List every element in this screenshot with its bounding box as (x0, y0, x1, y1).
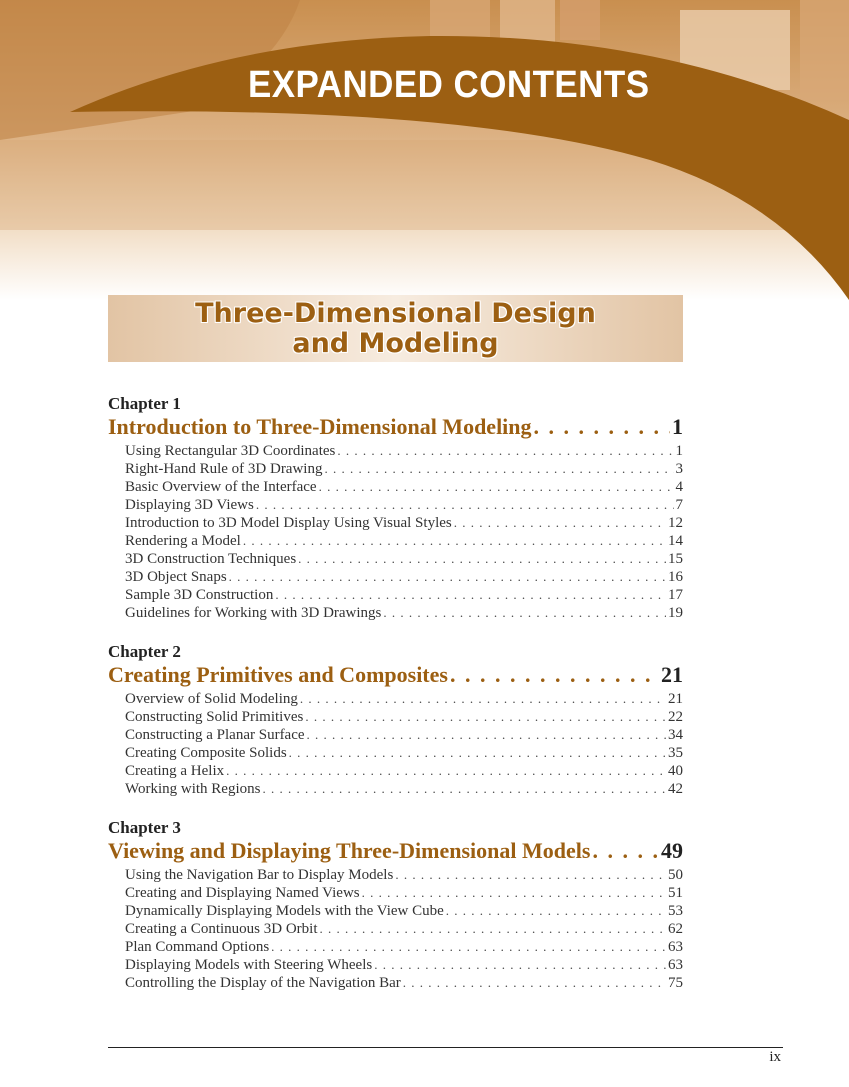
entry-title: Right-Hand Rule of 3D Drawing (125, 461, 323, 477)
entry-title: Creating Composite Solids (125, 745, 287, 761)
toc-entry[interactable] (108, 604, 683, 622)
chapter-3 (108, 818, 683, 992)
chapter-page: 21 (661, 662, 683, 687)
page-title: EXPANDED CONTENTS (248, 64, 650, 106)
entry-page: 22 (668, 709, 683, 725)
entry-page: 17 (668, 587, 683, 603)
chapter-label: Chapter 2 (108, 642, 181, 661)
toc-entry[interactable] (108, 902, 683, 920)
dot-leader (226, 762, 666, 780)
dot-leader (319, 478, 674, 496)
entry-title: Using Rectangular 3D Coordinates (125, 443, 336, 459)
part-title-line2: and Modeling (292, 328, 499, 359)
toc-entry[interactable] (108, 762, 683, 780)
entry-page: 53 (668, 903, 683, 919)
toc-entry[interactable] (108, 726, 683, 744)
dot-leader (383, 604, 666, 622)
entry-page: 40 (668, 763, 683, 779)
dot-leader (300, 690, 666, 708)
entry-title: Working with Regions (125, 781, 261, 797)
entry-title: Sample 3D Construction (125, 587, 274, 603)
entry-title: 3D Object Snaps (125, 569, 227, 585)
dot-leader (534, 414, 670, 440)
entry-page: 51 (668, 885, 683, 901)
entry-title: 3D Construction Techniques (125, 551, 297, 567)
entry-title: Using the Navigation Bar to Display Models (125, 867, 394, 883)
chapter-title: Creating Primitives and Composites (108, 662, 448, 687)
dot-leader (362, 884, 666, 902)
table-of-contents (108, 394, 683, 1012)
entry-page: 19 (668, 605, 683, 621)
entry-title: Overview of Solid Modeling (125, 691, 298, 707)
entry-title: Guidelines for Working with 3D Drawings (125, 605, 382, 621)
dot-leader (454, 514, 666, 532)
dot-leader (256, 496, 674, 514)
entry-title: Plan Command Options (125, 939, 270, 955)
entry-page: 62 (668, 921, 683, 937)
dot-leader (450, 662, 659, 688)
chapter-title-row[interactable] (108, 838, 683, 864)
dot-leader (307, 726, 666, 744)
toc-entry[interactable] (108, 744, 683, 762)
entry-page: 35 (668, 745, 683, 761)
part-heading-box (108, 295, 683, 362)
toc-entry[interactable] (108, 568, 683, 586)
entry-page: 3 (675, 461, 683, 477)
entry-page: 34 (668, 727, 683, 743)
entry-page: 7 (675, 497, 683, 513)
entry-page: 21 (668, 691, 683, 707)
dot-leader (271, 938, 666, 956)
part-title (108, 295, 683, 359)
entry-title: Creating a Helix (125, 763, 225, 779)
entry-title: Creating and Displaying Named Views (125, 885, 360, 901)
dot-leader (374, 956, 666, 974)
toc-entry[interactable] (108, 920, 683, 938)
dot-leader (275, 586, 666, 604)
dot-leader (243, 532, 666, 550)
chapter-1 (108, 394, 683, 622)
toc-entry[interactable] (108, 780, 683, 798)
toc-entry[interactable] (108, 708, 683, 726)
toc-entry[interactable] (108, 478, 683, 496)
toc-entry[interactable] (108, 550, 683, 568)
dot-leader (324, 460, 673, 478)
entry-page: 63 (668, 957, 683, 973)
entry-title: Displaying Models with Steering Wheels (125, 957, 373, 973)
entry-title: Controlling the Display of the Navigation Bar (125, 975, 401, 991)
entry-page: 42 (668, 781, 683, 797)
toc-entry[interactable] (108, 514, 683, 532)
entry-title: Constructing Solid Primitives (125, 709, 304, 725)
dot-leader (229, 568, 666, 586)
toc-entry[interactable] (108, 496, 683, 514)
chapter-title-row[interactable] (108, 662, 683, 688)
entry-page: 50 (668, 867, 683, 883)
entry-title: Displaying 3D Views (125, 497, 254, 513)
chapter-page: 49 (661, 838, 683, 863)
entry-page: 1 (675, 443, 683, 459)
footer-rule (108, 1047, 783, 1048)
entry-title: Rendering a Model (125, 533, 241, 549)
entry-page: 14 (668, 533, 683, 549)
entry-title: Basic Overview of the Interface (125, 479, 317, 495)
toc-entry[interactable] (108, 442, 683, 460)
dot-leader (319, 920, 666, 938)
chapter-label: Chapter 3 (108, 818, 181, 837)
entry-page: 12 (668, 515, 683, 531)
dot-leader (446, 902, 666, 920)
toc-entry[interactable] (108, 866, 683, 884)
chapter-title: Introduction to Three-Dimensional Modeling (108, 414, 532, 439)
dot-leader (305, 708, 666, 726)
toc-entry[interactable] (108, 974, 683, 992)
dot-leader (262, 780, 666, 798)
dot-leader (395, 866, 666, 884)
part-title-line1: Three-Dimensional Design (195, 298, 596, 329)
chapter-title: Viewing and Displaying Three-Dimensional Models (108, 838, 591, 863)
entry-page: 63 (668, 939, 683, 955)
entry-title: Constructing a Planar Surface (125, 727, 305, 743)
toc-entry[interactable] (108, 690, 683, 708)
entry-page: 15 (668, 551, 683, 567)
city-photo-banner (0, 0, 849, 300)
dot-leader (298, 550, 666, 568)
entry-title: Creating a Continuous 3D Orbit (125, 921, 318, 937)
chapter-label: Chapter 1 (108, 394, 181, 413)
entry-page: 75 (668, 975, 683, 991)
dot-leader (289, 744, 666, 762)
toc-entry[interactable] (108, 460, 683, 478)
chapter-title-row[interactable] (108, 414, 683, 440)
chapter-page: 1 (672, 414, 683, 439)
chapter-2 (108, 642, 683, 798)
toc-entry[interactable] (108, 532, 683, 550)
toc-entry[interactable] (108, 586, 683, 604)
entry-page: 4 (675, 479, 683, 495)
dot-leader (403, 974, 666, 992)
toc-entry[interactable] (108, 956, 683, 974)
dot-leader (337, 442, 673, 460)
toc-entry[interactable] (108, 938, 683, 956)
page-number: ix (769, 1049, 781, 1065)
entry-page: 16 (668, 569, 683, 585)
toc-entry[interactable] (108, 884, 683, 902)
entry-title: Dynamically Displaying Models with the View Cube (125, 903, 444, 919)
entry-title: Introduction to 3D Model Display Using Visual Styles (125, 515, 452, 531)
header-banner (0, 0, 849, 300)
dot-leader (592, 838, 659, 864)
